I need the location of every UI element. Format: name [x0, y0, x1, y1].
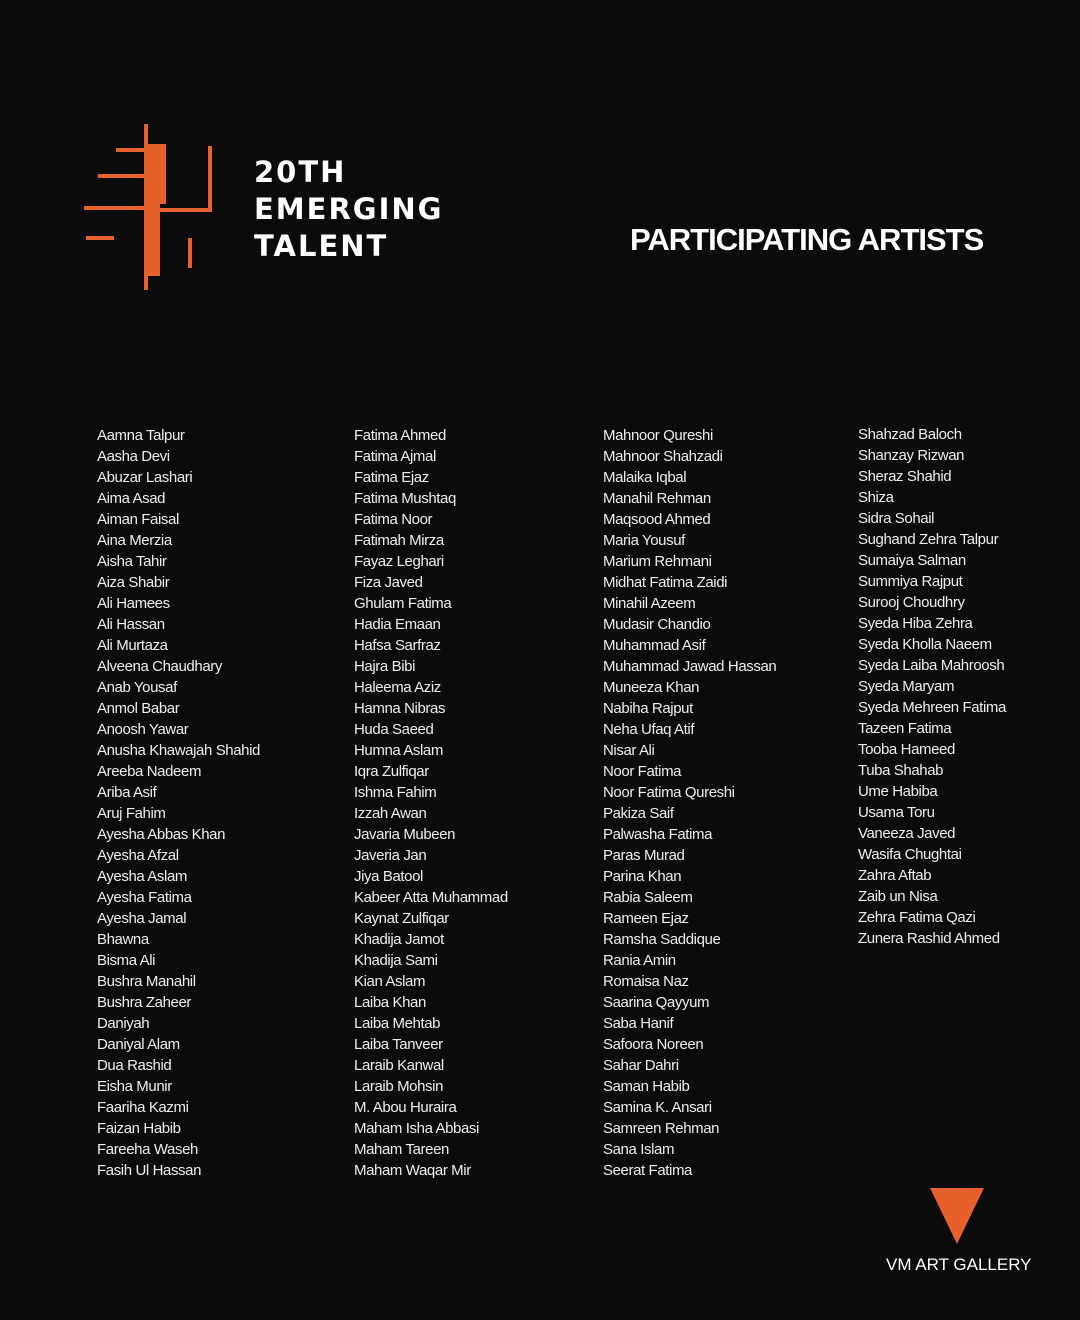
artist-name: Muneeza Khan — [603, 679, 700, 696]
artist-name: Sana Islam — [603, 1141, 675, 1158]
artist-name: Dua Rashid — [97, 1057, 172, 1074]
artist-name: Sumaiya Salman — [858, 552, 966, 569]
artist-name: Samina K. Ansari — [603, 1099, 712, 1116]
artist-name: Paras Murad — [603, 847, 685, 864]
artist-name: Noor Fatima Qureshi — [603, 784, 735, 801]
artist-name: Huda Saeed — [354, 721, 434, 738]
artist-name: Saba Hanif — [603, 1015, 674, 1032]
gallery-name: VM ART GALLERY — [886, 1255, 1032, 1274]
artist-name: Khadija Sami — [354, 952, 438, 969]
artist-name: Areeba Nadeem — [97, 763, 202, 780]
artist-column-3 — [603, 425, 776, 1181]
artist-name: Rabia Saleem — [603, 889, 693, 906]
artist-name: Mahnoor Qureshi — [603, 427, 713, 444]
artist-name: Fatima Mushtaq — [354, 490, 456, 507]
artist-name: Faizan Habib — [97, 1120, 181, 1137]
artist-name: Khadija Jamot — [354, 931, 444, 948]
artist-name: Daniyah — [97, 1015, 150, 1032]
artist-name: Faariha Kazmi — [97, 1099, 189, 1116]
artist-name: Maria Yousuf — [603, 532, 685, 549]
artist-name: Wasifa Chughtai — [858, 846, 962, 863]
artist-name: Nisar Ali — [603, 742, 655, 759]
artist-name: Aina Merzia — [97, 532, 172, 549]
artist-name: Daniyal Alam — [97, 1036, 180, 1053]
artist-name: Laiba Khan — [354, 994, 426, 1011]
artist-name: Ume Habiba — [858, 783, 938, 800]
artist-name: Humna Aslam — [354, 742, 443, 759]
artist-column-1 — [97, 425, 260, 1181]
artist-name: Sughand Zehra Talpur — [858, 531, 999, 548]
artist-name: Bisma Ali — [97, 952, 156, 969]
artist-name: Minahil Azeem — [603, 595, 696, 612]
artist-name: Fasih Ul Hassan — [97, 1162, 202, 1179]
artist-name: Anusha Khawajah Shahid — [97, 742, 260, 759]
artist-name: Muhammad Jawad Hassan — [603, 658, 777, 675]
artist-name: Ayesha Fatima — [97, 889, 192, 906]
artist-name: Laraib Mohsin — [354, 1078, 444, 1095]
artist-name: Ariba Asif — [97, 784, 157, 801]
artist-name: Iqra Zulfiqar — [354, 763, 429, 780]
artist-name: Fayaz Leghari — [354, 553, 444, 570]
section-title: PARTICIPATING ARTISTS — [630, 222, 984, 257]
artist-name: Zunera Rashid Ahmed — [858, 930, 1000, 947]
artist-name: Syeda Laiba Mahroosh — [858, 657, 1005, 674]
artist-name: Syeda Maryam — [858, 678, 955, 695]
artist-name: Zaib un Nisa — [858, 888, 938, 905]
artist-name: Seerat Fatima — [603, 1162, 693, 1179]
artist-name: Hamna Nibras — [354, 700, 446, 717]
artist-name: Fatima Ajmal — [354, 448, 436, 465]
artist-name: Aiza Shabir — [97, 574, 170, 591]
artist-name: Tuba Shahab — [858, 762, 944, 779]
artist-name: Noor Fatima — [603, 763, 682, 780]
artist-name: Laraib Kanwal — [354, 1057, 444, 1074]
artist-name: Bushra Zaheer — [97, 994, 192, 1011]
artist-name: Eisha Munir — [97, 1078, 172, 1095]
artist-name: Ali Murtaza — [97, 637, 168, 654]
artist-name: Marium Rehmani — [603, 553, 712, 570]
artist-name: Fatima Noor — [354, 511, 433, 528]
event-title — [254, 154, 443, 265]
artist-name: Aamna Talpur — [97, 427, 185, 444]
artist-name: Izzah Awan — [354, 805, 427, 822]
artist-name: Zahra Aftab — [858, 867, 932, 884]
artist-name: Samreen Rehman — [603, 1120, 720, 1137]
artist-name: Hafsa Sarfraz — [354, 637, 441, 654]
artist-name: Ayesha Abbas Khan — [97, 826, 226, 843]
artist-column-2 — [354, 425, 508, 1181]
artist-name: Bushra Manahil — [97, 973, 196, 990]
artist-name: Aima Asad — [97, 490, 166, 507]
artist-name: Rameen Ejaz — [603, 910, 689, 927]
artist-name: Aruj Fahim — [97, 805, 166, 822]
artist-name: Ghulam Fatima — [354, 595, 452, 612]
artist-name: Hajra Bibi — [354, 658, 416, 675]
artist-name: Abuzar Lashari — [97, 469, 193, 486]
artist-name: Summiya Rajput — [858, 573, 963, 590]
event-title-line: EMERGING — [254, 192, 444, 226]
artist-name: Aiman Faisal — [97, 511, 179, 528]
artist-name: Vaneeza Javed — [858, 825, 956, 842]
artist-name: Mahnoor Shahzadi — [603, 448, 723, 465]
artist-name: Neha Ufaq Atif — [603, 721, 695, 738]
artist-name: Nabiha Rajput — [603, 700, 693, 717]
event-title-line: TALENT — [254, 229, 389, 263]
artist-name: Sidra Sohail — [858, 510, 935, 527]
artist-name: Parina Khan — [603, 868, 682, 885]
artist-name: Jiya Batool — [354, 868, 423, 885]
artist-name: Saman Habib — [603, 1078, 690, 1095]
event-title-line: 20TH — [254, 155, 347, 189]
artist-name: Fatima Ejaz — [354, 469, 429, 486]
artist-name: Maham Isha Abbasi — [354, 1120, 479, 1137]
artist-name: Muhammad Asif — [603, 637, 706, 654]
artist-name: Syeda Kholla Naeem — [858, 636, 992, 653]
artist-name: Malaika Iqbal — [603, 469, 687, 486]
artist-name: Saarina Qayyum — [603, 994, 710, 1011]
artist-name: Anmol Babar — [97, 700, 180, 717]
artist-name: M. Abou Huraira — [354, 1099, 457, 1116]
artist-name: Haleema Aziz — [354, 679, 441, 696]
artist-name: Maham Tareen — [354, 1141, 449, 1158]
artist-name: Fiza Javed — [354, 574, 423, 591]
triangle-logo-icon — [930, 1188, 984, 1244]
artist-name: Maham Waqar Mir — [354, 1162, 471, 1179]
artist-name: Midhat Fatima Zaidi — [603, 574, 728, 591]
artist-name: Ayesha Jamal — [97, 910, 187, 927]
artist-name: Shahzad Baloch — [858, 426, 962, 443]
artist-name: Fareeha Waseh — [97, 1141, 198, 1158]
artist-name: Aasha Devi — [97, 448, 170, 465]
artist-name: Palwasha Fatima — [603, 826, 713, 843]
artist-name: Javaria Mubeen — [354, 826, 456, 843]
artist-name: Fatima Ahmed — [354, 427, 446, 444]
artist-name: Syeda Hiba Zehra — [858, 615, 973, 632]
artist-name: Ayesha Afzal — [97, 847, 179, 864]
artist-name: Kabeer Atta Muhammad — [354, 889, 508, 906]
artist-name: Anoosh Yawar — [97, 721, 189, 738]
artist-name: Bhawna — [97, 931, 149, 948]
artist-name: Safoora Noreen — [603, 1036, 704, 1053]
artist-name: Romaisa Naz — [603, 973, 689, 990]
artist-name: Pakiza Saif — [603, 805, 674, 822]
artist-name: Alveena Chaudhary — [97, 658, 222, 675]
artist-name: Zehra Fatima Qazi — [858, 909, 976, 926]
artist-name: Hadia Emaan — [354, 616, 441, 633]
artist-name: Laiba Mehtab — [354, 1015, 441, 1032]
artist-name: Kaynat Zulfiqar — [354, 910, 449, 927]
emerging-talent-logo-icon — [82, 120, 222, 296]
artist-name: Surooj Choudhry — [858, 594, 965, 611]
artist-name: Shiza — [858, 489, 894, 506]
artist-name: Shanzay Rizwan — [858, 447, 965, 464]
artist-name: Javeria Jan — [354, 847, 427, 864]
artist-name: Rania Amin — [603, 952, 676, 969]
artist-name: Sheraz Shahid — [858, 468, 952, 485]
artist-name: Ali Hassan — [97, 616, 165, 633]
artist-name: Tooba Hameed — [858, 741, 955, 758]
artist-name: Manahil Rehman — [603, 490, 711, 507]
artist-name: Aisha Tahir — [97, 553, 167, 570]
artist-name: Tazeen Fatima — [858, 720, 952, 737]
artist-name: Syeda Mehreen Fatima — [858, 699, 1006, 716]
artist-name: Anab Yousaf — [97, 679, 177, 696]
artist-name: Ishma Fahim — [354, 784, 437, 801]
artist-name: Maqsood Ahmed — [603, 511, 711, 528]
artist-name: Usama Toru — [858, 804, 935, 821]
artist-name: Kian Aslam — [354, 973, 426, 990]
artist-name: Ramsha Saddique — [603, 931, 721, 948]
artist-name: Laiba Tanveer — [354, 1036, 443, 1053]
artist-name: Fatimah Mirza — [354, 532, 444, 549]
artist-name: Ayesha Aslam — [97, 868, 187, 885]
artist-name: Mudasir Chandio — [603, 616, 711, 633]
artist-name: Sahar Dahri — [603, 1057, 679, 1074]
artist-column-4 — [858, 424, 1006, 949]
artist-name: Ali Hamees — [97, 595, 170, 612]
